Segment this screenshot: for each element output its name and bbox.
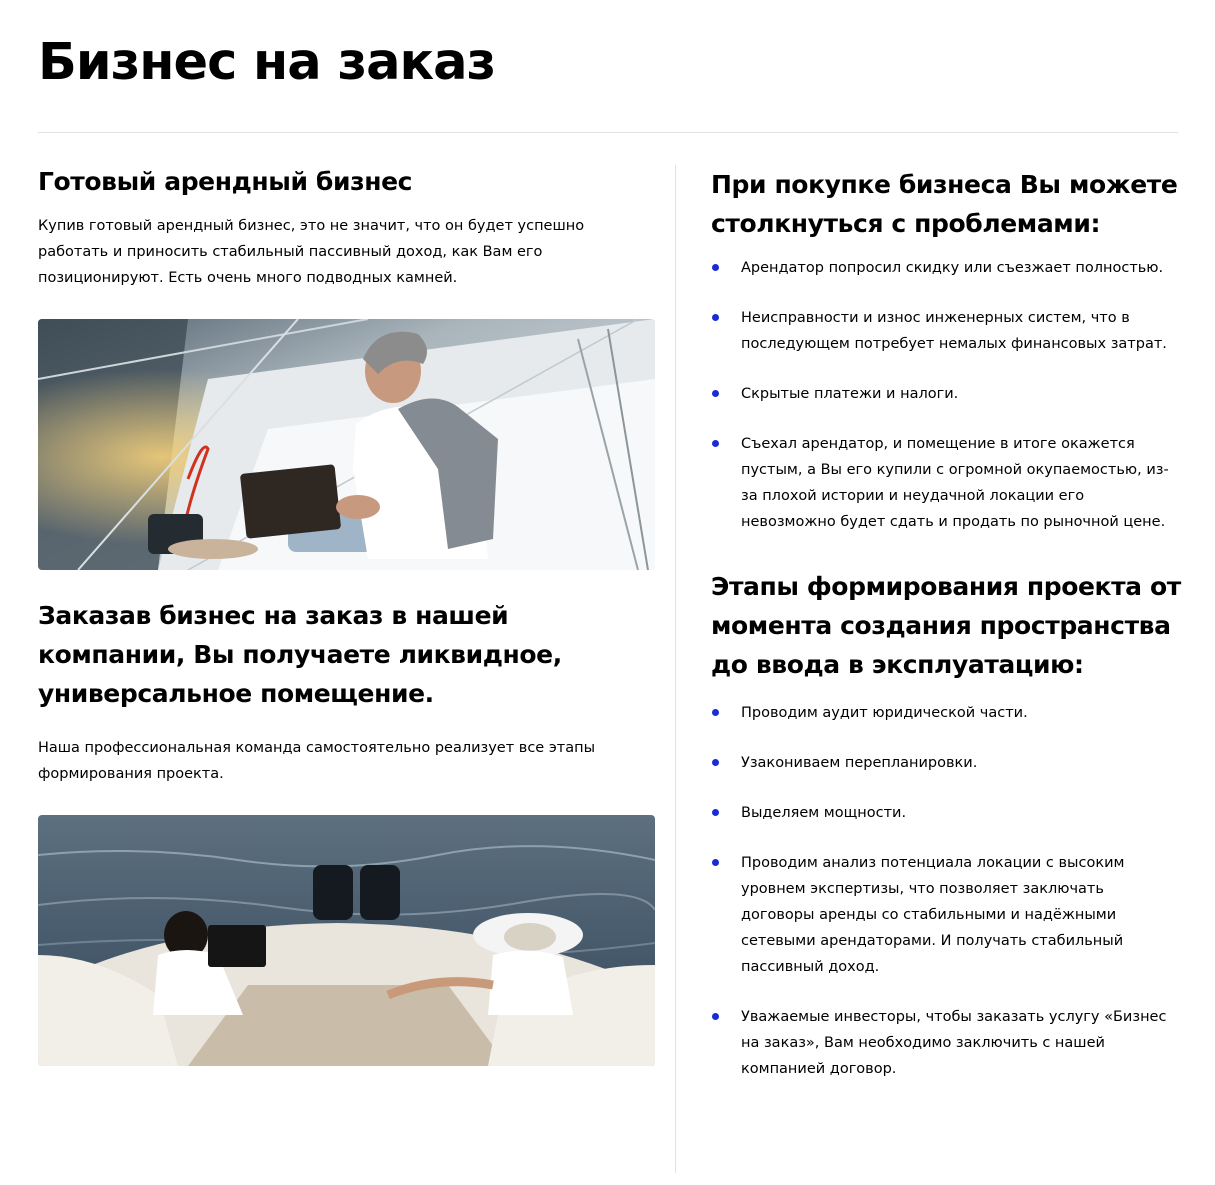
- list-item-text: Скрытые платежи и налоги.: [741, 386, 959, 402]
- section-heading-ready-business: Готовый арендный бизнес: [38, 167, 413, 196]
- column-divider: [675, 165, 676, 1173]
- list-item-text: Выделяем мощности.: [741, 805, 907, 821]
- list-item-text: Проводим анализ потенциала локации с высоким уровнем экспертизы, что позволяет заключать договоры аренды со стабильными и надёжными сетевыми арендаторами. И получать стабильный пассивный доход.: [741, 855, 1125, 975]
- page-title: Бизнес на заказ: [38, 33, 496, 92]
- right-column: [711, 165, 1181, 1082]
- list-item: [711, 750, 1181, 776]
- list-item: [711, 431, 1181, 535]
- section-text-order-business: Наша профессиональная команда самостоятельно реализует все этапы формирования проекта.: [38, 740, 596, 782]
- list-item-text: Арендатор попросил скидку или съезжает полностью.: [741, 260, 1164, 276]
- bullet-dot-icon: [712, 759, 719, 766]
- list-item: [711, 850, 1181, 980]
- bullet-dot-icon: [712, 859, 719, 866]
- stages-heading: Этапы формирования проекта от момента создания пространства до ввода в эксплуатацию:: [711, 572, 1181, 679]
- section-heading-order-business: Заказав бизнес на заказ в нашей компании, Вы получаете ликвидное, универсальное помещение.: [38, 601, 562, 708]
- bullet-dot-icon: [712, 1013, 719, 1020]
- bullet-dot-icon: [712, 264, 719, 271]
- list-item-text: Съехал арендатор, и помещение в итоге окажется пустым, а Вы его купили с огромной окупаемостью, из-за плохой истории и неудачной локации его невозможно будет сдать и продать по рыночной цене.: [741, 436, 1169, 530]
- bullet-dot-icon: [712, 440, 719, 447]
- list-item: [711, 305, 1181, 357]
- photo-couple-on-boat: [38, 815, 655, 1066]
- stages-list: [711, 700, 1181, 1082]
- bullet-dot-icon: [712, 390, 719, 397]
- list-item-text: Уважаемые инвесторы, чтобы заказать услугу «Бизнес на заказ», Вам необходимо заключить с нашей компанией договор.: [741, 1009, 1167, 1077]
- bullet-dot-icon: [712, 314, 719, 321]
- section-text-ready-business: Купив готовый арендный бизнес, это не значит, что он будет успешно работать и приносить стабильный пассивный доход, как Вам его позиционируют. Есть очень много подводных камней.: [38, 218, 585, 286]
- list-item: [711, 1004, 1181, 1082]
- list-item-text: Узакониваем перепланировки.: [741, 755, 978, 771]
- list-item: [711, 700, 1181, 726]
- left-column: [38, 165, 655, 1066]
- problems-list: [711, 255, 1181, 535]
- header-divider: [38, 132, 1178, 133]
- list-item-text: Проводим аудит юридической части.: [741, 705, 1028, 721]
- problems-heading: При покупке бизнеса Вы можете столкнуться с проблемами:: [711, 170, 1178, 238]
- bullet-dot-icon: [712, 809, 719, 816]
- photo-man-laptop-yacht: [38, 319, 655, 570]
- bullet-dot-icon: [712, 709, 719, 716]
- list-item: [711, 381, 1181, 407]
- list-item: [711, 255, 1181, 281]
- list-item: [711, 800, 1181, 826]
- list-item-text: Неисправности и износ инженерных систем, что в последующем потребует немалых финансовых затрат.: [741, 310, 1167, 352]
